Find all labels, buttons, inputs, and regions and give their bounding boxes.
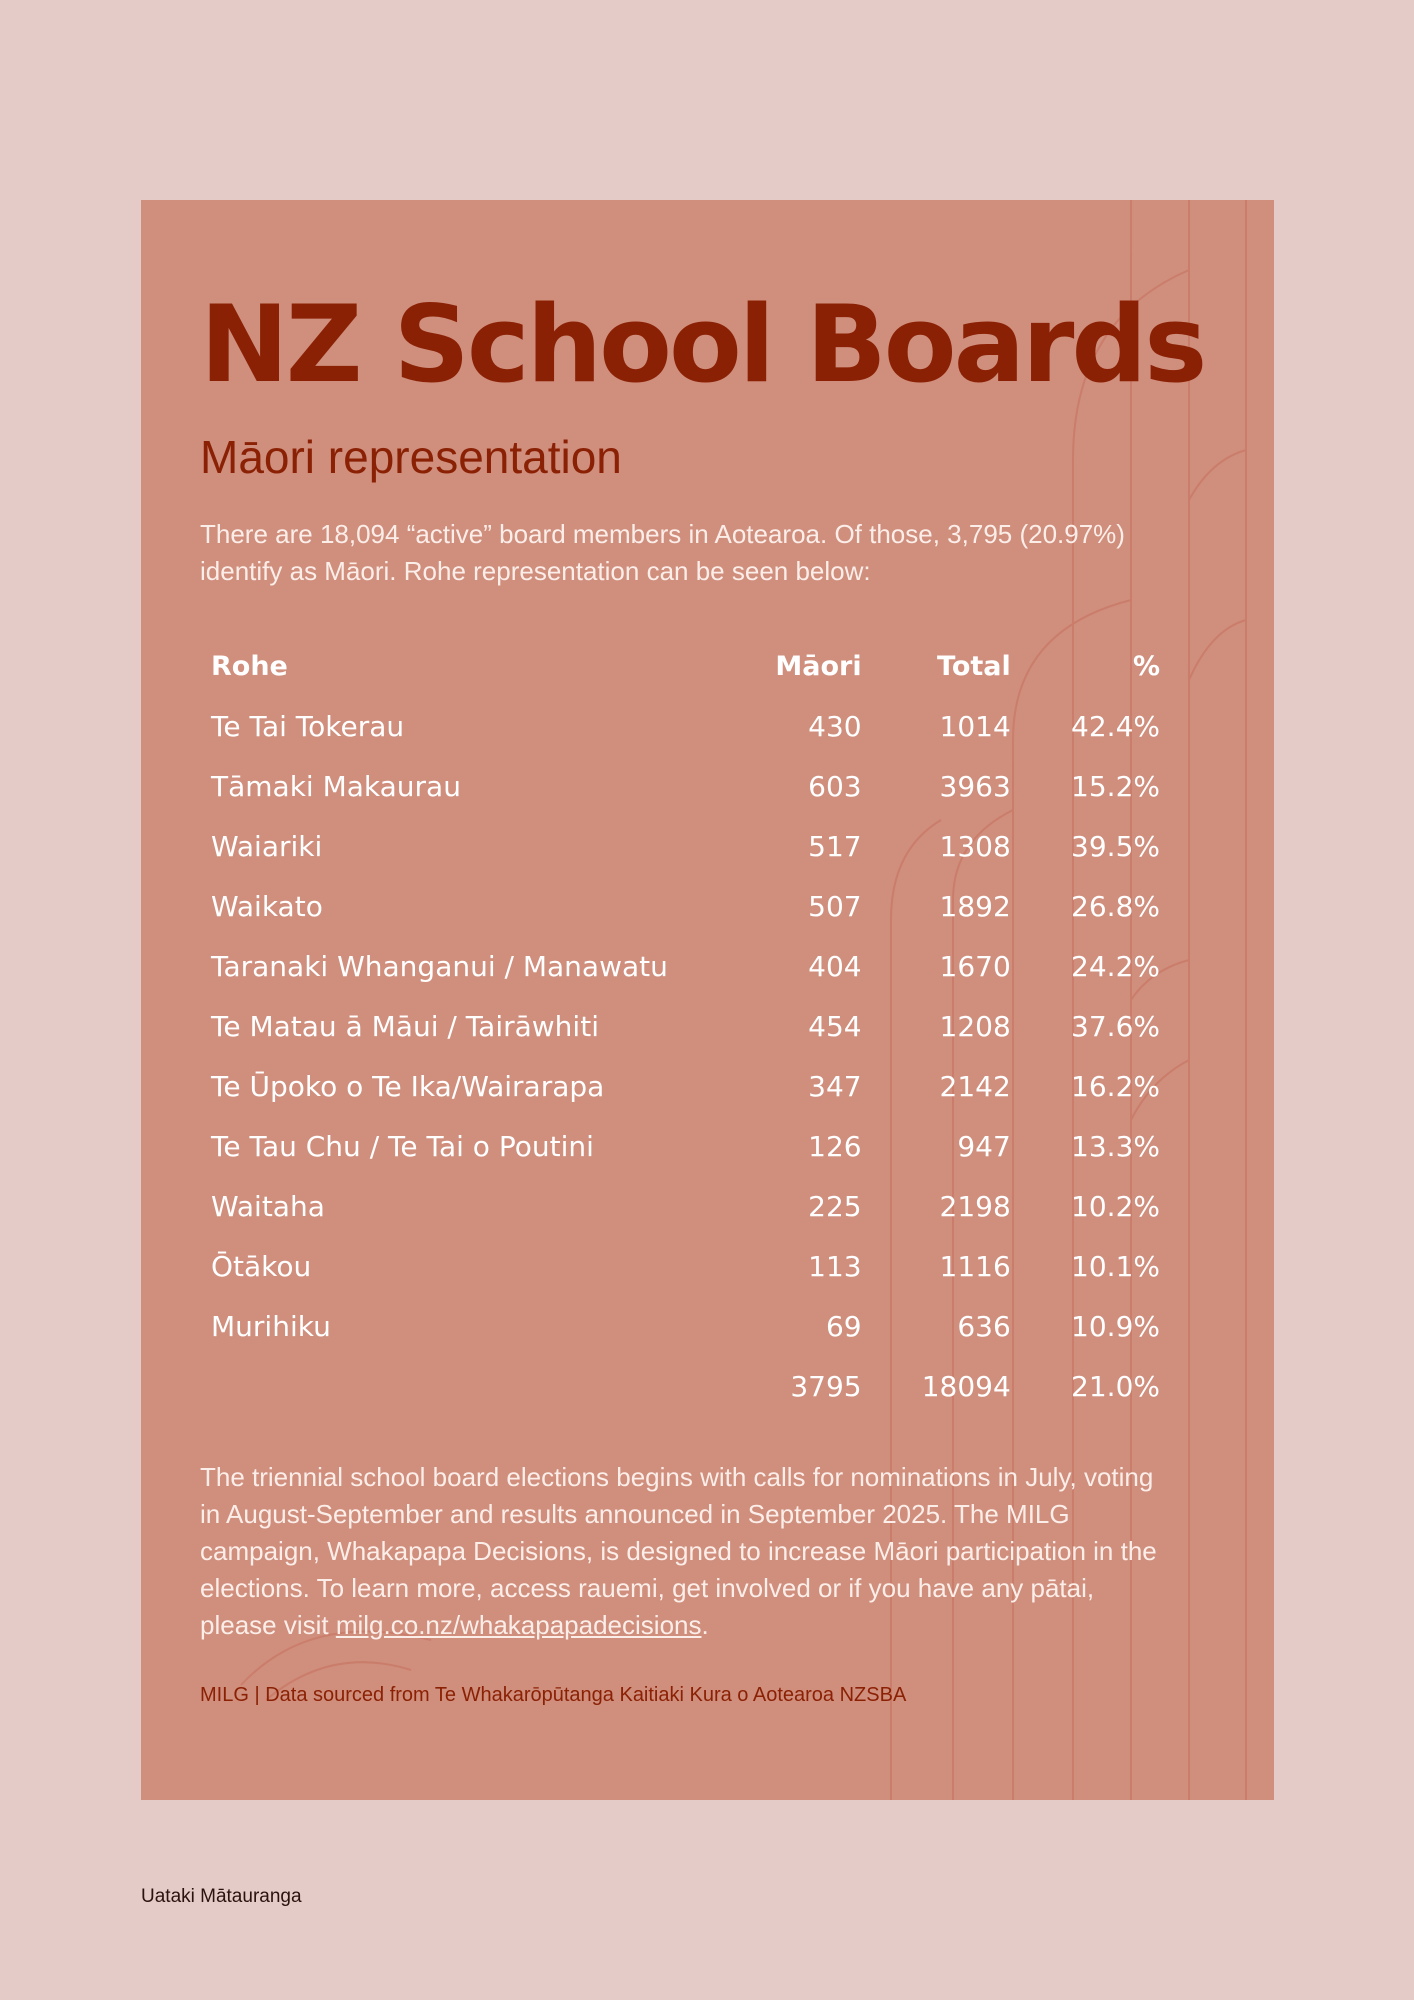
header-percent: % <box>1132 650 1160 682</box>
page-footer: Uataki Mātauranga <box>141 1886 302 1907</box>
total-cell: 2142 <box>939 1069 1011 1103</box>
total-cell: 1208 <box>939 1009 1011 1043</box>
maori-cell: 113 <box>808 1249 862 1283</box>
percent-cell: 39.5% <box>1071 829 1160 863</box>
maori-cell: 225 <box>808 1189 862 1223</box>
table-row <box>200 756 1160 816</box>
rohe-cell: Murihiku <box>211 1309 331 1343</box>
table-header-row <box>200 636 1160 696</box>
total-cell: 1116 <box>939 1249 1011 1283</box>
percent-cell: 10.9% <box>1071 1309 1160 1343</box>
totals-maori-cell: 3795 <box>790 1369 862 1403</box>
totals-total-cell: 18094 <box>921 1369 1011 1403</box>
maori-cell: 507 <box>808 889 862 923</box>
rohe-cell: Ōtākou <box>211 1249 312 1283</box>
table-row <box>200 996 1160 1056</box>
table-row <box>200 816 1160 876</box>
percent-cell: 42.4% <box>1071 709 1160 743</box>
maori-cell: 69 <box>825 1309 862 1343</box>
table-row <box>200 876 1160 936</box>
maori-cell: 126 <box>808 1129 862 1163</box>
maori-cell: 347 <box>808 1069 862 1103</box>
page-title: NZ School Boards <box>200 283 1205 406</box>
rohe-cell: Te Tai Tokerau <box>211 709 405 743</box>
percent-cell: 15.2% <box>1071 769 1160 803</box>
maori-cell: 404 <box>808 949 862 983</box>
rohe-cell: Taranaki Whanganui / Manawatu <box>211 949 668 983</box>
rohe-cell: Waiariki <box>211 829 323 863</box>
maori-cell: 517 <box>808 829 862 863</box>
total-cell: 3963 <box>939 769 1011 803</box>
header-rohe: Rohe <box>211 650 288 682</box>
percent-cell: 10.2% <box>1071 1189 1160 1223</box>
total-cell: 1892 <box>939 889 1011 923</box>
intro-paragraph <box>200 516 1140 590</box>
maori-cell: 603 <box>808 769 862 803</box>
percent-cell: 10.1% <box>1071 1249 1160 1283</box>
rohe-table <box>200 636 1160 1416</box>
total-cell: 947 <box>957 1129 1011 1163</box>
table-row <box>200 1176 1160 1236</box>
closing-text: The triennial school board elections begins with calls for nominations in July, voting in August-September and results announced in September 2025. The MILG campaign, Whakapapa Decisions, is designed to increase Māori participation in the elections. To learn more, access rauemi, get involved or if you have any pātai, please visit <box>200 1462 1157 1640</box>
percent-cell: 37.6% <box>1071 1009 1160 1043</box>
total-cell: 1670 <box>939 949 1011 983</box>
rohe-cell: Te Matau ā Māui / Tairāwhiti <box>211 1009 599 1043</box>
maori-cell: 454 <box>808 1009 862 1043</box>
page-subtitle: Māori representation <box>200 431 622 483</box>
table-row <box>200 1116 1160 1176</box>
header-total: Total <box>937 650 1011 682</box>
total-cell: 1308 <box>939 829 1011 863</box>
info-card <box>141 200 1274 1800</box>
table-row <box>200 936 1160 996</box>
data-source-note: MILG | Data sourced from Te Whakarōpūtanga Kaitiaki Kura o Aotearoa NZSBA <box>200 1684 907 1706</box>
rohe-cell: Waikato <box>211 889 323 923</box>
percent-cell: 26.8% <box>1071 889 1160 923</box>
rohe-cell: Tāmaki Makaurau <box>211 769 461 803</box>
totals-percent-cell: 21.0% <box>1071 1369 1160 1403</box>
total-cell: 1014 <box>939 709 1011 743</box>
rohe-cell: Te Tau Chu / Te Tai o Poutini <box>211 1129 594 1163</box>
total-cell: 636 <box>957 1309 1011 1343</box>
closing-paragraph <box>200 1459 1160 1644</box>
table-row <box>200 1056 1160 1116</box>
intro-text: There are 18,094 “active” board members in Aotearoa. Of those, 3,795 (20.97%) identify as Māori. Rohe representation can be seen below: <box>200 519 1125 586</box>
whakapapa-decisions-link[interactable]: milg.co.nz/whakapapadecisions <box>335 1610 702 1640</box>
percent-cell: 24.2% <box>1071 949 1160 983</box>
table-row <box>200 1236 1160 1296</box>
totals-label-cell <box>200 1356 735 1416</box>
header-maori: Māori <box>775 650 862 682</box>
percent-cell: 16.2% <box>1071 1069 1160 1103</box>
maori-cell: 430 <box>808 709 862 743</box>
table-row <box>200 1296 1160 1356</box>
totals-row <box>200 1356 1160 1416</box>
table-row <box>200 696 1160 756</box>
percent-cell: 13.3% <box>1071 1129 1160 1163</box>
rohe-cell: Te Ūpoko o Te Ika/Wairarapa <box>211 1069 605 1103</box>
total-cell: 2198 <box>939 1189 1011 1223</box>
rohe-cell: Waitaha <box>211 1189 325 1223</box>
closing-end: . <box>701 1610 709 1640</box>
